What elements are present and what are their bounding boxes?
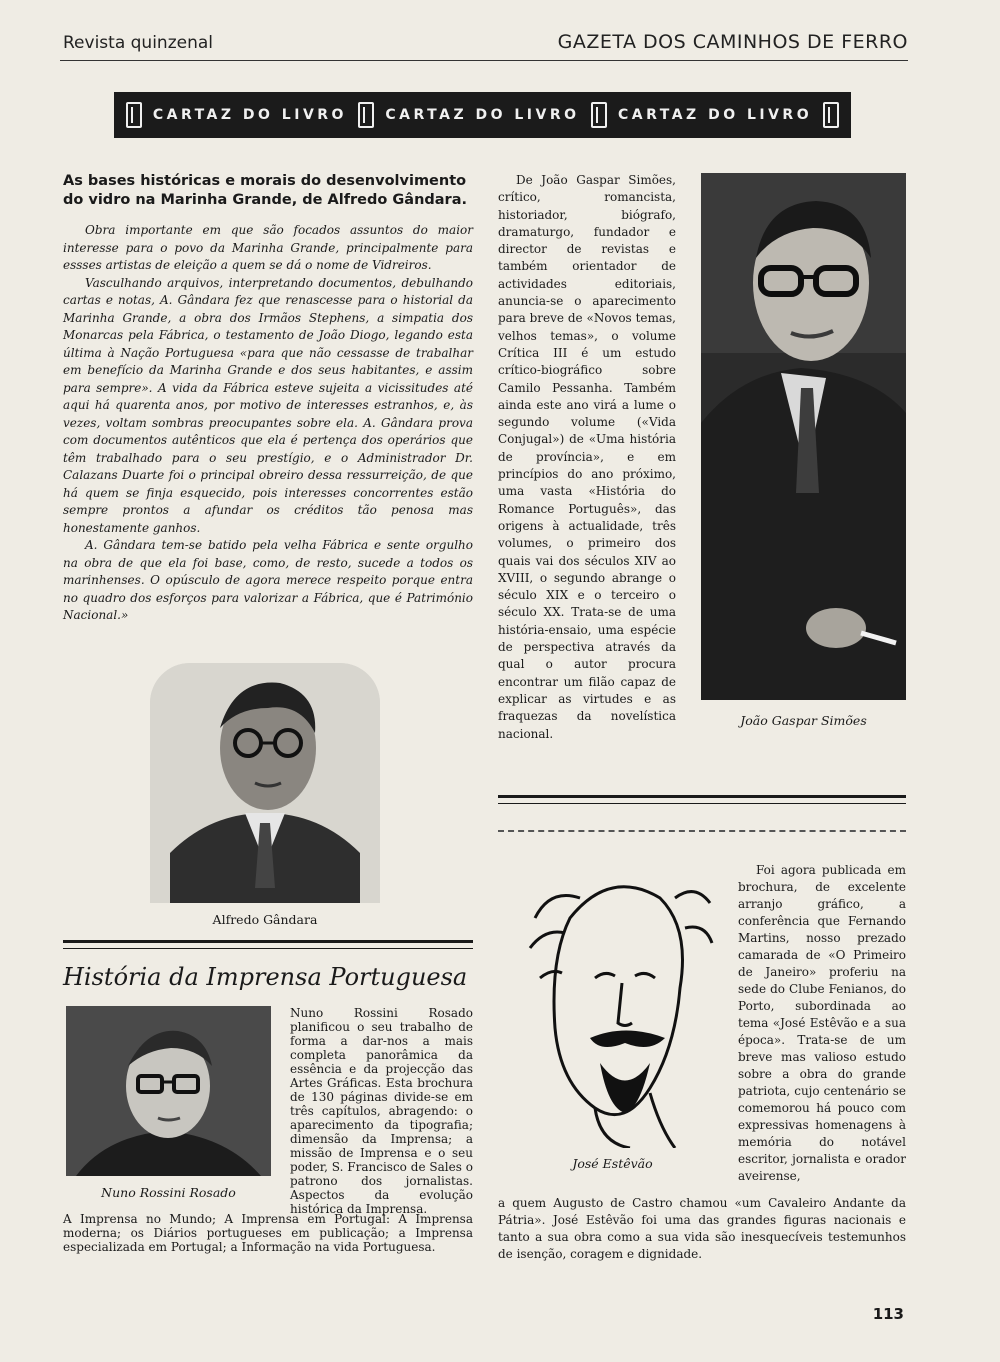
paragraph: Obra importante em que são focados assuntos do maior interesse para o povo da Marinha Grande, principalmente para essses artistas de eleição a quem se dá o nome de Vidreiros. — [63, 223, 473, 272]
dashed-divider — [498, 830, 906, 832]
photo-caption: Alfredo Gândara — [212, 912, 318, 927]
portrait-photo — [66, 1006, 271, 1176]
article-body: a quem Augusto de Castro chamou «um Cavaleiro Andante da Pátria». José Estêvão foi uma das grandes figuras nacionais e tanto a sua obra como a sua vida são inesquecíveis testemunhos de isenção, coragem e dignidade. — [498, 1196, 906, 1261]
header-right: GAZETA DOS CAMINHOS DE FERRO — [557, 31, 908, 53]
photo-caption: João Gaspar Simões — [740, 713, 867, 728]
paragraph: De João Gaspar Simões, crítico, romancista, historiador, biógrafo, dramaturgo, fundador e director de revistas e também orientador de actividades editoriais, anuncia-se o aparecimento para breve de «Novos temas, velhos temas», o volume Crítica III é um estudo crítico-biográfico sobre Camilo Pessanha. Também ainda este ano virá a lume o segundo volume («Vida Conjugal») de «Uma história de província», e em princípios do ano próximo, uma vasta «História do Romance Português», das origens à actualidade, três volumes, o primeiro dos quais vai dos séculos XIV ao XVIII, o segundo abrange o século XIX e o terceiro o século XX. Trata-se de uma história-ensaio, uma espécie de perspectiva através da qual o autor procura encontrar um filão capaz de explicar as virtudes e as fraquezas da novelística nacional. — [498, 173, 676, 741]
article-body: Nuno Rossini Rosado planificou o seu trabalho de forma a dar-nos a mais completa panorâmica da essência e da projecção das Artes Gráficas. Esta brochura de 130 páginas divide-se em três capítulos, abragendo: o aparecimento da tipografia; dimensão da Imprensa; a missão de Imprensa e o seu poder, S. Francisco de Sales o patrono dos jornalistas. Aspectos da evolução histórica da Imprensa. — [290, 1006, 473, 1216]
header-rule — [60, 60, 908, 61]
book-icon — [358, 102, 374, 128]
book-icon — [591, 102, 607, 128]
book-icon — [126, 102, 142, 128]
article-body: A Imprensa no Mundo; A Imprensa em Portugal: A Imprensa moderna; os Diários portugueses em publicação; a Imprensa especializada em Portugal; a Informação na vida Portuguesa. — [63, 1212, 473, 1254]
photo-caption: Nuno Rossini Rosado — [101, 1185, 236, 1200]
header-left: Revista quinzenal — [63, 33, 213, 53]
paragraph: Vasculhando arquivos, interpretando documentos, debulhando cartas e notas, A. Gândara fez que renascesse para o historial da Marinha Grande, a obra dos Irmãos Stephens, a simpatia dos Monarcas pela Fábrica, o testamento de João Diogo, legando esta última à Nação Portuguesa «para que não cessasse de trabalhar em benefício da Marinha Grande e dos seus habitantes, e assim para sempre». A vida da Fábrica esteve sujeita a vicissitudes até aqui há quarenta anos, por motivo de interesses estranhos, e, às vezes, voltam sombras preocupantes sobre ela. A. Gândara prova com documentos autênticos que ela é pertença dos operários que têm trabalhado para o seu prestígio, e o Administrador Dr. Calazans Duarte foi o principal obreiro dessa ressurreição, de que há quem se finja esquecido, pois interesses concorrentes estão sempre prontos a afundar os créditos tão penosa mas honestamente ganhos. — [63, 275, 473, 535]
portrait-photo — [701, 173, 906, 700]
banner-item: CARTAZ DO LIVRO — [385, 107, 580, 123]
article-title: História da Imprensa Portuguesa — [63, 963, 468, 991]
portrait-photo — [150, 663, 380, 903]
banner-item: CARTAZ DO LIVRO — [617, 107, 813, 123]
paragraph: A. Gândara tem-se batido pela velha Fábrica e sente orgulho na obra de que ela foi base, como, de resto, sucede a todos os marinhenses. O opúsculo de agora merece respeito porque entra no quadro dos esforços para valorizar a Fábrica, que é Património Nacional.» — [63, 538, 473, 622]
article-body — [498, 172, 676, 743]
caricature-drawing — [500, 858, 725, 1148]
article-title: As bases históricas e morais do desenvolvimento do vidro na Marinha Grande, de Alfredo Gândara. — [63, 173, 468, 208]
article-body — [738, 862, 906, 1185]
section-divider — [63, 940, 473, 949]
article-body — [63, 222, 473, 625]
section-divider — [498, 795, 906, 804]
banner — [114, 92, 851, 138]
banner-item: CARTAZ DO LIVRO — [152, 107, 347, 123]
book-icon — [823, 102, 839, 128]
paragraph: Foi agora publicada em brochura, de excelente arranjo gráfico, a conferência que Fernando Martins, nosso prezado camarada de «O Primeiro de Janeiro» proferiu na sede do Clube Fenianos, do Porto, subordinada ao tema «José Estêvão e a sua época». Trata-se de um breve mas valioso estudo sobre a obra do grande patriota, cujo centenário se comemorou há pouco com expressivas homenagens à memória do notável escritor, jornalista e orador aveirense, — [738, 863, 906, 1183]
page-number: 113 — [872, 1305, 904, 1323]
drawing-caption: José Estêvão — [572, 1156, 653, 1171]
